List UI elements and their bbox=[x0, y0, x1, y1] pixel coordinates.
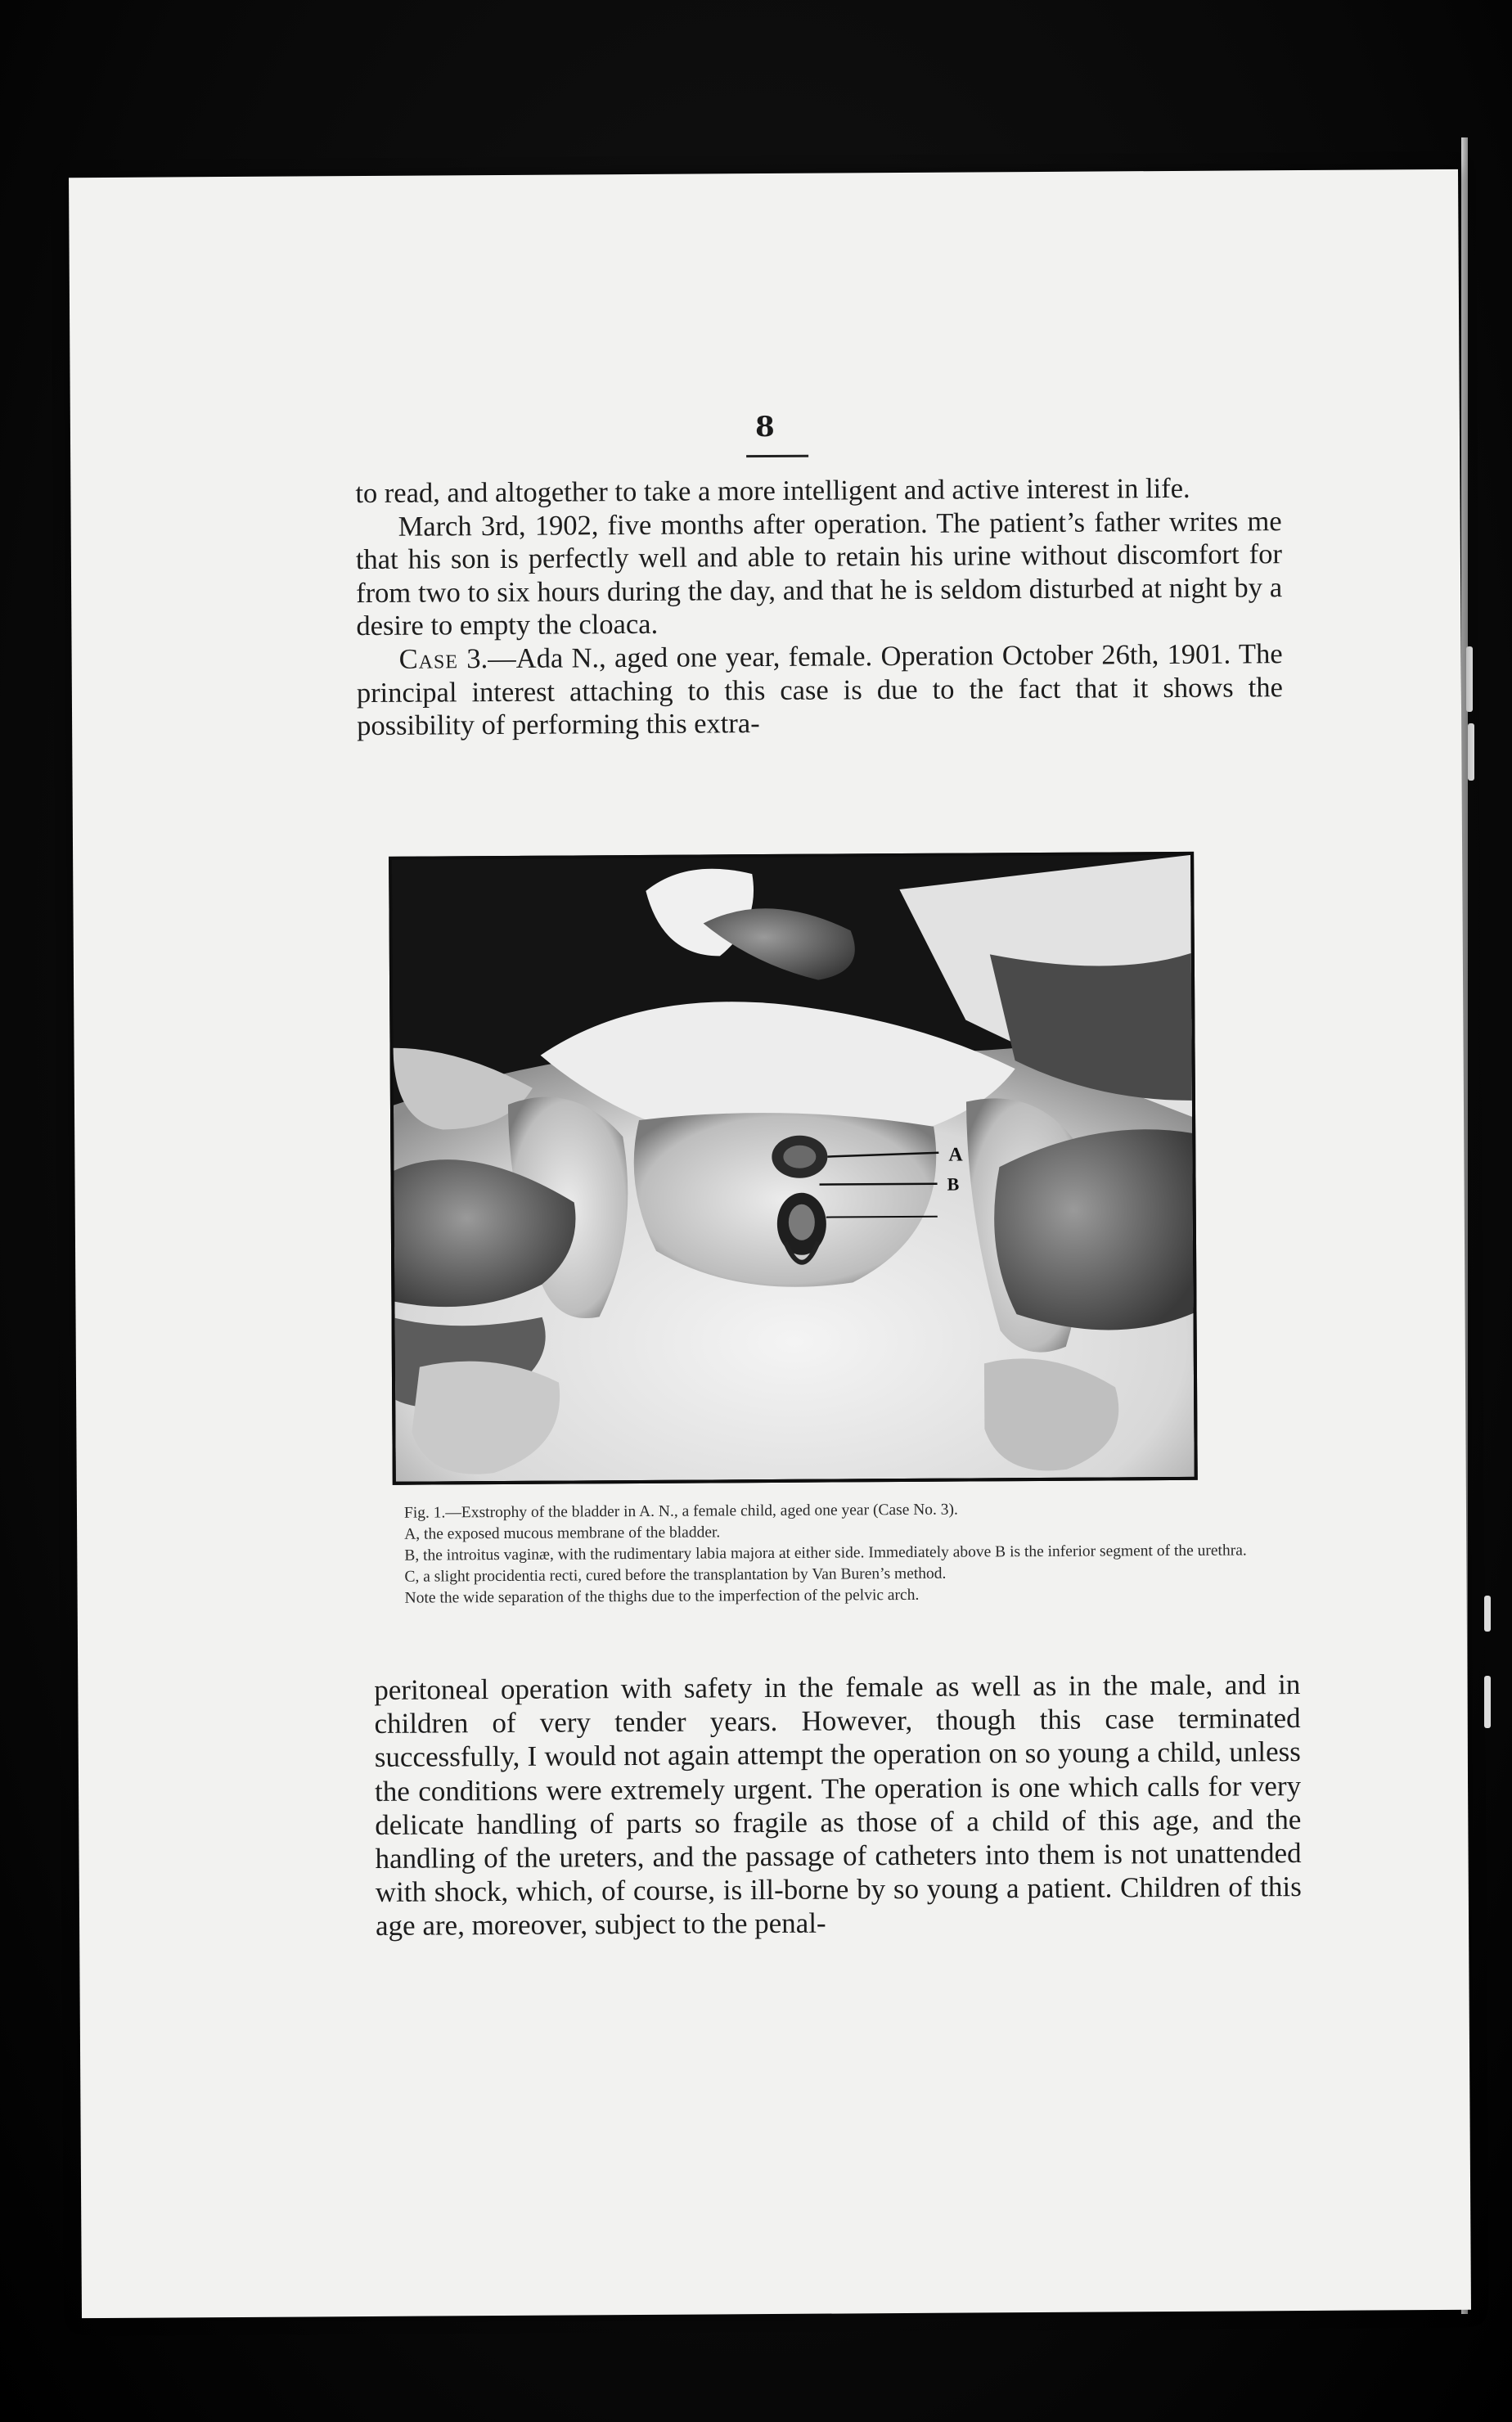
paragraph: peritoneal operation with safety in the female as well as in the male, and in children of very tender years. However, though this case terminated successfully, I would not again attempt the operation on so young a child, unless the conditions were extremely urgent. The operation is one which calls for very delicate handling of parts so fragile as those of a child of this age, and the handling of the ureters, and the passage of catheters into them is not unattended with shock, which, of course, is ill-borne by so young a patient. Children of this age are, moreover, subject to the penal- bbox=[374, 1668, 1302, 1943]
paragraph-case-3 bbox=[357, 637, 1284, 743]
leader-line-c bbox=[826, 1217, 938, 1218]
figure-label-b: B bbox=[947, 1173, 960, 1195]
figure-label-a: A bbox=[948, 1144, 963, 1166]
binding-mark bbox=[1468, 723, 1474, 781]
page-number-rule bbox=[746, 455, 808, 457]
caption-line: Note the wide separation of the thighs due to the imperfection of the pelvic arch. bbox=[404, 1586, 920, 1607]
page-number: 8 bbox=[754, 410, 775, 444]
caption-line: B, the introitus vaginæ, with the rudimentary labia majora at either side. Immediately above B is the inferior segment of the urethra. bbox=[404, 1542, 1247, 1564]
book-page bbox=[69, 169, 1471, 2318]
paragraph: March 3rd, 1902, five months after operation. The patient’s father writes me that his son is perfectly well and able to retain his urine without discomfort for from two to six hours during the day, and that he is seldom disturbed at night by a desire to empty the cloaca. bbox=[355, 505, 1283, 642]
photo-illustration bbox=[392, 855, 1195, 1482]
leader-line-b bbox=[820, 1184, 938, 1185]
caption-line: Fig. 1.—Exstrophy of the bladder in A. N., a female child, aged one year (Case No. 3). bbox=[403, 1501, 958, 1522]
body-text-top bbox=[355, 471, 1283, 743]
binding-mark bbox=[1484, 1676, 1491, 1728]
caption-line: A, the exposed mucous membrane of the bladder. bbox=[404, 1524, 721, 1543]
binding-mark bbox=[1466, 646, 1473, 712]
figure-photograph bbox=[389, 852, 1198, 1485]
binding-mark bbox=[1484, 1596, 1491, 1632]
case-text: 3.—Ada N., aged one year, female. Operation October 26th, 1901. The principal interest attaching to this case is due to the fact that it shows the possibility of performing this extra- bbox=[356, 638, 1283, 742]
caption-line: C, a slight procidentia recti, cured before the transplantation by Van Buren’s method. bbox=[404, 1564, 947, 1586]
case-heading: Case bbox=[398, 643, 459, 675]
body-text-bottom bbox=[374, 1668, 1302, 1943]
figure-caption bbox=[368, 1497, 1269, 1609]
paragraph: to read, and altogether to take a more intelligent and active interest in life. bbox=[355, 472, 1190, 510]
